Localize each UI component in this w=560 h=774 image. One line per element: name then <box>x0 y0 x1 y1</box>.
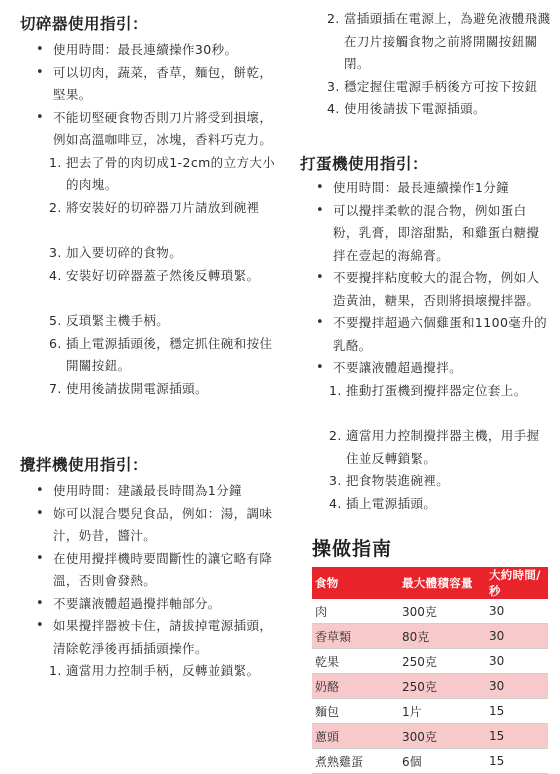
spacer <box>20 287 282 310</box>
step-item: 1. 把去了骨的肉切成1-2cm的立方大小的肉塊。 <box>49 154 276 192</box>
step-item: 7. 使用後請拔開電源插頭。 <box>49 380 208 396</box>
table-cell: 30 <box>486 624 548 649</box>
column-header: 最大體積容量 <box>399 567 486 599</box>
table-row <box>312 724 548 749</box>
table-cell: 蔥頭 <box>312 724 399 749</box>
list-item: • 使用時間：最長連續操作30秒。 <box>20 39 282 62</box>
blender-steps-right <box>300 8 552 121</box>
list-item: • 如果攪拌器被卡住，請拔掉電源插頭，清除乾淨後再插插頭操作。 <box>20 615 282 660</box>
step-item: 3. 加入要切碎的食物。 <box>49 245 183 260</box>
step-item: 5. 反瑣緊主機手柄。 <box>49 313 170 328</box>
blender-steps-continued <box>300 8 552 121</box>
cutter-bullets <box>20 39 282 152</box>
blender-bullets <box>20 480 282 660</box>
table-cell: 15 <box>486 749 548 774</box>
blender-section <box>20 454 282 683</box>
step-item: 2. 將安裝好的切碎器刀片請放到碗裡 <box>49 199 260 215</box>
cutter-section <box>20 13 282 400</box>
guide-title: 操做指南 <box>312 538 393 560</box>
table-cell: 奶酪 <box>312 674 399 699</box>
table-row <box>312 749 548 774</box>
table-cell: 30 <box>486 649 548 674</box>
step-item: 6. 插上電源插頭後，穩定抓住碗和按住開關按鈕。 <box>49 335 273 373</box>
list-item: • 使用時間：最長連續操作1分鐘 <box>300 177 552 200</box>
whisk-section <box>300 153 552 515</box>
table-cell: 6個 <box>399 749 486 774</box>
table-cell: 250克 <box>399 649 486 674</box>
blender-steps-left <box>20 660 282 683</box>
cutter-steps <box>20 152 282 401</box>
list-item: • 使用時間：建議最長時間為1分鐘 <box>20 480 282 503</box>
step-item: 1. 適當用力控制手柄，反轉並鎖緊。 <box>49 663 260 678</box>
table-cell: 香草類 <box>312 624 399 649</box>
table-cell: 15 <box>486 699 548 724</box>
list-item: • 可以切肉，蔬菜，香草，麵包，餅乾，堅果。 <box>20 62 282 107</box>
table-cell: 300克 <box>399 724 486 749</box>
step-item: 1. 推動打蛋機到攪拌器定位套上。 <box>329 382 527 398</box>
table-cell: 肉 <box>312 599 399 624</box>
spacer <box>300 402 552 425</box>
column-header: 食物 <box>312 567 399 599</box>
whisk-title: 打蛋機使用指引： <box>300 155 429 173</box>
table-cell: 250克 <box>399 674 486 699</box>
table-row <box>312 649 548 674</box>
table-cell: 80克 <box>399 624 486 649</box>
list-item: • 可以攪拌柔軟的混合物，例如蛋白粉，乳膏，即溶甜點，和雞蛋白糖攪拌在壹起的海綿膏。 <box>300 200 552 268</box>
list-item: • 妳可以混合嬰兒食品，例如：湯，調味汁，奶昔，醬汁。 <box>20 503 282 548</box>
table-row <box>312 599 548 624</box>
blender-title: 攪拌機使用指引： <box>20 456 149 474</box>
column-header: 大約時間/秒 <box>486 567 548 599</box>
list-item: • 不能切堅硬食物否則刀片將受到損壞，例如高溫咖啡豆，冰塊，香料巧克力。 <box>20 107 282 152</box>
table-cell: 300克 <box>399 599 486 624</box>
guide-table <box>312 567 548 774</box>
step-item: 3. 把食物裝進碗裡。 <box>329 473 450 488</box>
list-item: • 不要讓液體超過攪拌。 <box>300 357 552 380</box>
table-cell: 煮熟雞蛋 <box>312 749 399 774</box>
step-item: 2. 適當用力控制攪拌器主機，用手握住並反轉鎖緊。 <box>329 428 540 466</box>
table-header-row <box>312 567 548 599</box>
whisk-steps <box>300 380 552 516</box>
table-cell: 麵包 <box>312 699 399 724</box>
step-item: 4. 插上電源插頭。 <box>329 495 437 511</box>
table-cell: 30 <box>486 674 548 699</box>
table-cell: 15 <box>486 724 548 749</box>
list-item: • 不要讓液體超過攪拌軸部分。 <box>20 593 282 616</box>
list-item: • 在使用攪拌機時要間斷性的讓它略有降溫，否則會發熱。 <box>20 548 282 593</box>
table-cell: 1片 <box>399 699 486 724</box>
table-row <box>312 674 548 699</box>
table-row <box>312 699 548 724</box>
list-item: • 不要攪拌粘度較大的混合物，例如人造黃油，糖果，否則將損壞攪拌器。 <box>300 267 552 312</box>
cutter-title: 切碎器使用指引： <box>20 15 149 33</box>
step-item: 4. 使用後請拔下電源插頭。 <box>327 101 486 116</box>
table-cell: 30 <box>486 599 548 624</box>
table-row <box>312 624 548 649</box>
spacer <box>20 219 282 242</box>
whisk-bullets <box>300 177 552 380</box>
table-cell: 乾果 <box>312 649 399 674</box>
step-item: 3. 穩定握住電源手柄後方可按下按鈕 <box>327 78 538 94</box>
guide-section <box>300 536 552 774</box>
step-item: 2. 當插頭插在電源上，為避免液體飛濺在刀片接觸食物之前將開關按鈕關閉。 <box>327 11 551 71</box>
list-item: • 不要攪拌超過六個雞蛋和1100毫升的乳酪。 <box>300 312 552 357</box>
step-item: 4. 安裝好切碎器蓋子然後反轉瑣緊。 <box>49 267 260 283</box>
